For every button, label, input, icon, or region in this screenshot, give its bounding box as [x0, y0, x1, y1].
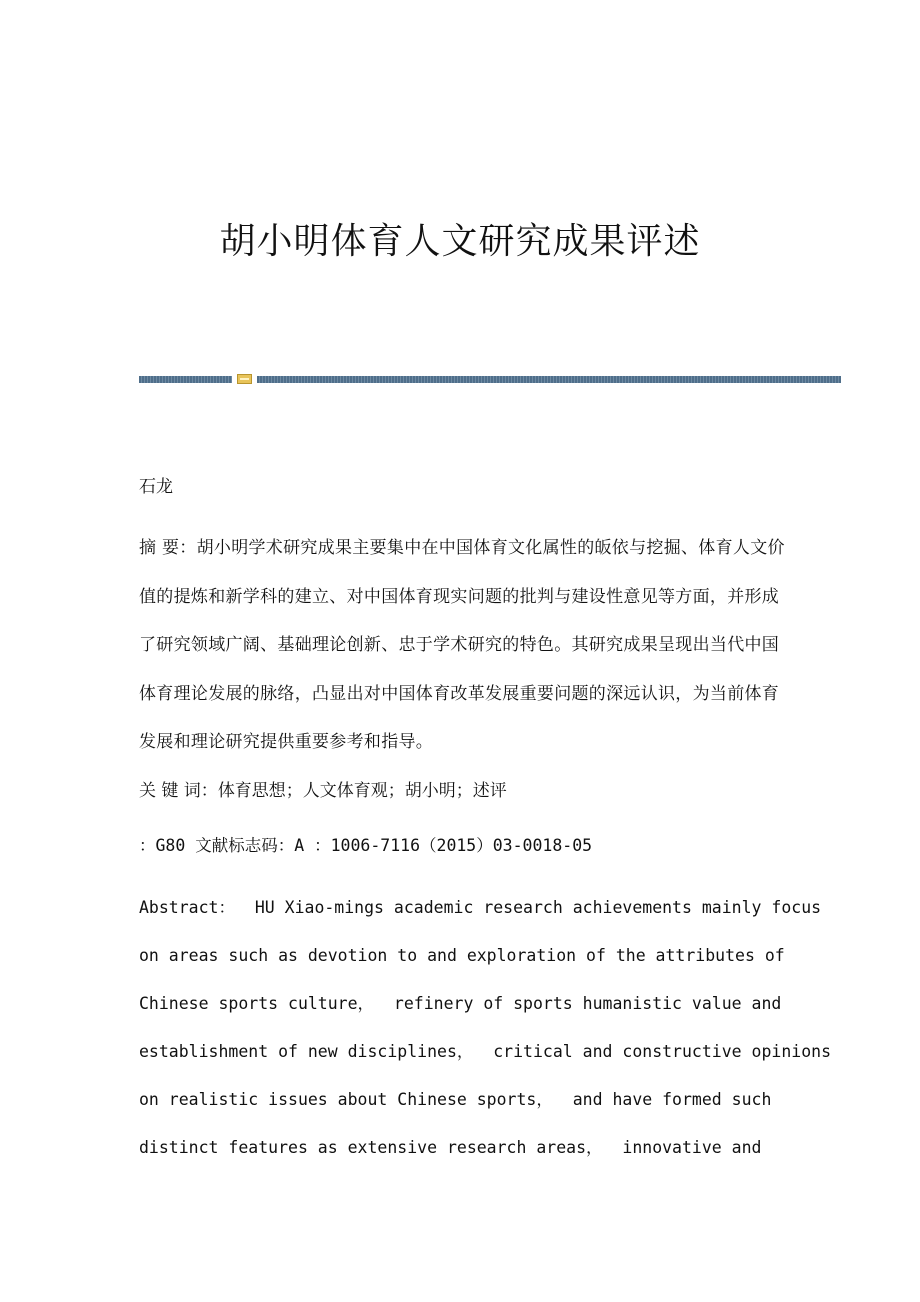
classification-line: ：G80 文献标志码：A ：1006-7116（2015）03-0018-05	[139, 836, 593, 855]
abstract-en-line: on realistic issues about Chinese sports， and have formed such	[139, 1090, 772, 1109]
chinese-abstract	[139, 524, 789, 767]
page-title: 胡小明体育人文研究成果评述	[219, 221, 701, 262]
abstract-en-line: distinct features as extensive research areas， innovative and	[139, 1138, 762, 1157]
keywords	[139, 776, 789, 801]
keywords-text: 体育思想；人文体育观；胡小明；述评	[217, 781, 507, 801]
abstract-body: 胡小明学术研究成果主要集中在中国体育文化属性的皈依与挖掘、体育人文价值的提炼和新学科的建立、对中国体育现实问题的批判与建设性意见等方面，并形成了研究领域广阔、基础理论创新、忠于学术研究的特色。其研究成果呈现出当代中国体育理论发展的脉络，凸显出对中国体育改革发展重要问题的深远认识，为当前体育发展和理论研究提供重要参考和指导。	[139, 538, 785, 752]
title-divider	[139, 374, 841, 384]
abstract-en-line: on areas such as devotion to and exploration of the attributes of	[139, 946, 785, 965]
author-name: 石龙	[139, 477, 173, 497]
abstract-en-line: Chinese sports culture， refinery of sports humanistic value and	[139, 994, 782, 1013]
divider-ornament-icon	[237, 374, 252, 384]
divider-bar-right	[257, 376, 841, 383]
english-abstract	[139, 884, 832, 1172]
abstract-en-line: establishment of new disciplines， critical and constructive opinions	[139, 1042, 832, 1061]
divider-bar-left	[139, 376, 232, 383]
abstract-label: 摘 要：	[139, 538, 197, 558]
abstract-en-line: Abstract： HU Xiao-mings academic research achievements mainly focus	[139, 898, 822, 917]
keywords-label: 关 键 词：	[139, 781, 218, 801]
